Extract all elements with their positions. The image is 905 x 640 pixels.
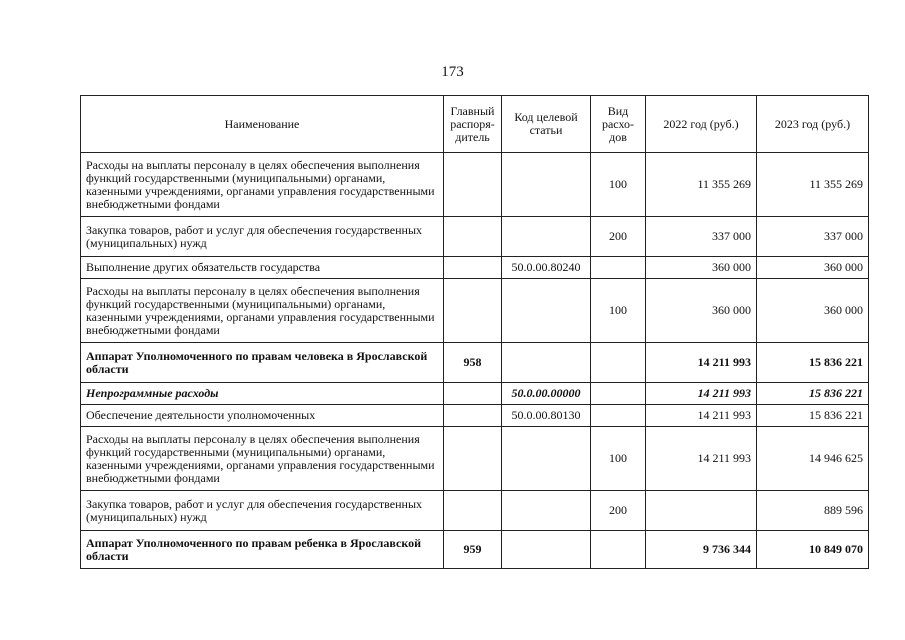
- cell-name: Аппарат Уполномоченного по правам человека в Ярославской области: [81, 343, 444, 383]
- header-admin: Главный распоря-дитель: [444, 96, 502, 153]
- cell-type: [591, 343, 646, 383]
- cell-2023: 14 946 625: [757, 427, 869, 491]
- cell-code: [502, 531, 591, 569]
- cell-2022: 360 000: [646, 279, 757, 343]
- cell-2023: 15 836 221: [757, 383, 869, 405]
- cell-2023: 15 836 221: [757, 343, 869, 383]
- cell-type: [591, 383, 646, 405]
- cell-2022: [646, 491, 757, 531]
- cell-2022: 9 736 344: [646, 531, 757, 569]
- cell-type: 100: [591, 153, 646, 217]
- table-row: [81, 427, 869, 491]
- cell-2023: 10 849 070: [757, 531, 869, 569]
- cell-name: Расходы на выплаты персоналу в целях обеспечения выполнения функций государственными (муниципальными) органами, казенными учреждениями, органами управления государственными внебюджетными фондами: [81, 427, 444, 491]
- table-row: [81, 153, 869, 217]
- cell-name: Расходы на выплаты персоналу в целях обеспечения выполнения функций государственными (муниципальными) органами, казенными учреждениями, органами управления государственными внебюджетными фондами: [81, 279, 444, 343]
- table-row: [81, 383, 869, 405]
- cell-name: Обеспечение деятельности уполномоченных: [81, 405, 444, 427]
- cell-admin: [444, 257, 502, 279]
- cell-2022: 14 211 993: [646, 405, 757, 427]
- header-code: Код целевой статьи: [502, 96, 591, 153]
- cell-type: 100: [591, 279, 646, 343]
- header-name: Наименование: [81, 96, 444, 153]
- page-number: 173: [441, 64, 464, 80]
- cell-code: [502, 279, 591, 343]
- cell-type: 200: [591, 217, 646, 257]
- cell-code: [502, 217, 591, 257]
- header-2022: 2022 год (руб.): [646, 96, 757, 153]
- table-row: [81, 257, 869, 279]
- cell-admin: [444, 491, 502, 531]
- header-type: Вид расхо-дов: [591, 96, 646, 153]
- cell-code: [502, 427, 591, 491]
- cell-admin: [444, 153, 502, 217]
- cell-2022: 337 000: [646, 217, 757, 257]
- table-row: [81, 491, 869, 531]
- table-row: [81, 217, 869, 257]
- cell-admin: [444, 383, 502, 405]
- cell-code: 50.0.00.80240: [502, 257, 591, 279]
- cell-type: 100: [591, 427, 646, 491]
- cell-type: 200: [591, 491, 646, 531]
- cell-2022: 14 211 993: [646, 383, 757, 405]
- cell-2022: 11 355 269: [646, 153, 757, 217]
- cell-name: Закупка товаров, работ и услуг для обеспечения государственных (муниципальных) нужд: [81, 491, 444, 531]
- cell-admin: [444, 279, 502, 343]
- table-row: [81, 343, 869, 383]
- cell-admin: 959: [444, 531, 502, 569]
- budget-table: [80, 95, 869, 569]
- cell-2023: 360 000: [757, 279, 869, 343]
- cell-admin: 958: [444, 343, 502, 383]
- table-row: [81, 279, 869, 343]
- cell-2023: 360 000: [757, 257, 869, 279]
- cell-name: Выполнение других обязательств государства: [81, 257, 444, 279]
- cell-admin: [444, 427, 502, 491]
- cell-2023: 15 836 221: [757, 405, 869, 427]
- cell-admin: [444, 217, 502, 257]
- cell-admin: [444, 405, 502, 427]
- cell-code: [502, 343, 591, 383]
- cell-code: 50.0.00.00000: [502, 383, 591, 405]
- header-2023: 2023 год (руб.): [757, 96, 869, 153]
- cell-name: Непрограммные расходы: [81, 383, 444, 405]
- cell-name: Закупка товаров, работ и услуг для обеспечения государственных (муниципальных) нужд: [81, 217, 444, 257]
- cell-2022: 360 000: [646, 257, 757, 279]
- table-row: [81, 405, 869, 427]
- cell-2023: 337 000: [757, 217, 869, 257]
- cell-name: Расходы на выплаты персоналу в целях обеспечения выполнения функций государственными (муниципальными) органами, казенными учреждениями, органами управления государственными внебюджетными фондами: [81, 153, 444, 217]
- cell-code: [502, 153, 591, 217]
- cell-2023: 11 355 269: [757, 153, 869, 217]
- cell-type: [591, 531, 646, 569]
- cell-code: [502, 491, 591, 531]
- cell-name: Аппарат Уполномоченного по правам ребенка в Ярославской области: [81, 531, 444, 569]
- cell-type: [591, 257, 646, 279]
- cell-2023: 889 596: [757, 491, 869, 531]
- cell-type: [591, 405, 646, 427]
- table-row: [81, 531, 869, 569]
- cell-2022: 14 211 993: [646, 343, 757, 383]
- cell-2022: 14 211 993: [646, 427, 757, 491]
- cell-code: 50.0.00.80130: [502, 405, 591, 427]
- table-header-row: [81, 96, 869, 153]
